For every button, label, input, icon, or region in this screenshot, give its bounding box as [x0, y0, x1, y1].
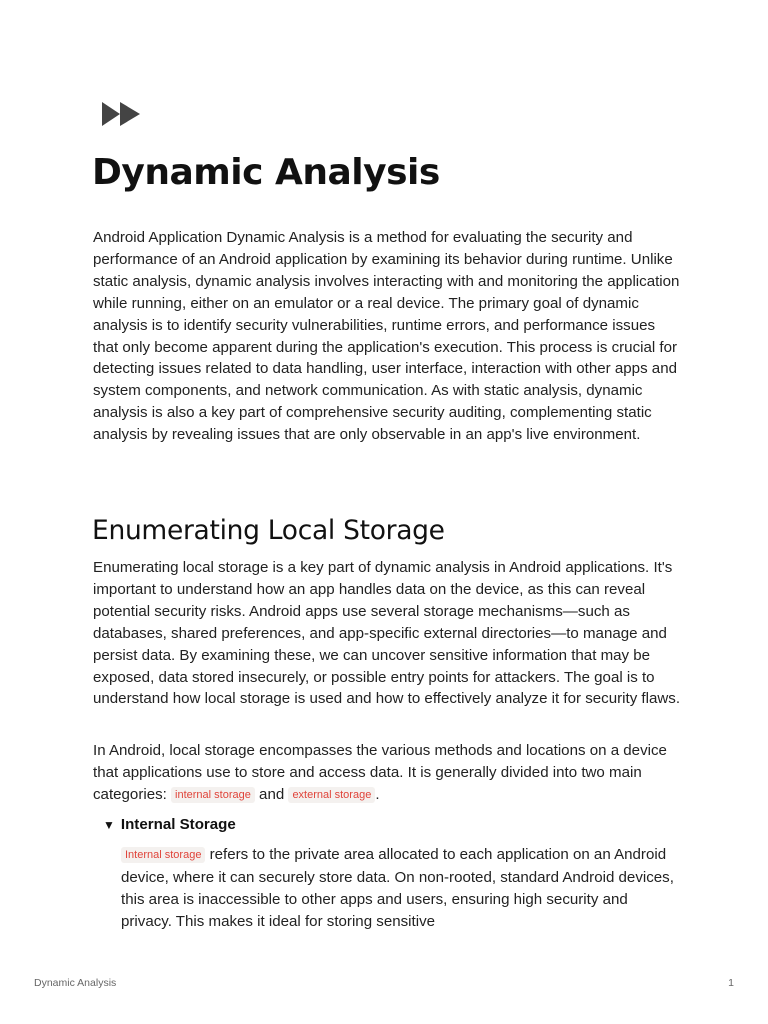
internal-storage-paragraph — [121, 844, 681, 933]
toggle-content — [121, 844, 681, 933]
enum-paragraph-1-container — [93, 557, 683, 710]
para2-text: In Android, local storage encompasses the various methods and locations on a device that applications use to store and access data. It is generally divided into two main categories: — [93, 742, 667, 803]
intro-section — [93, 227, 683, 446]
page-title: Dynamic Analysis — [92, 152, 440, 193]
footer-page-number: 1 — [728, 977, 734, 989]
section-heading: Enumerating Local Storage — [92, 515, 445, 546]
intro-paragraph: Android Application Dynamic Analysis is a method for evaluating the security and performance of an Android application by examining its behavior during runtime. Unlike static analysis, dynamic analysis involves interacting with and monitoring the application while running, either on an emulator or a real device. The primary goal of dynamic analysis is to identify security vulnerabilities, runtime errors, and performance issues that only become apparent during the application's execution. This process is crucial for detecting issues related to data handling, user interface, interaction with other apps and system components, and network communication. As with static analysis, dynamic analysis is also a key part of comprehensive security auditing, complementing static analysis by revealing issues that are only observable in an app's live environment. — [93, 229, 680, 444]
inline-code-external-storage: external storage — [288, 787, 375, 803]
para2-and: and — [254, 785, 289, 803]
footer-title: Dynamic Analysis — [34, 977, 117, 989]
internal-storage-text: refers to the private area allocated to each application on an Android device, where it can securely store data. On non-rooted, standard Android devices, this area is inaccessible to other apps and users, ensuring high security and privacy. This makes it ideal for storing sensitive — [121, 846, 674, 930]
enum-paragraph-1: Enumerating local storage is a key part of dynamic analysis in Android applications. It's important to understand how an app handles data on the device, as this can reveal potential security risks. Android apps use several storage mechanisms—such as databases, shared preferences, and app-specific external directories—to manage and persist data. By examining these, we can uncover sensitive information that may be exposed, data stored insecurely, or possible entry points for attackers. The goal is to understand how local storage is used and how to effectively analyze it for security flaws. — [93, 559, 681, 708]
enum-paragraph-2 — [93, 740, 683, 807]
inline-code-internal-storage: internal storage — [171, 787, 255, 803]
para2-end: . — [375, 785, 380, 803]
fast-forward-icon — [100, 100, 142, 128]
internal-storage-toggle[interactable] — [103, 816, 236, 833]
toggle-label[interactable]: Internal Storage — [120, 816, 236, 833]
inline-code-internal-storage-2: Internal storage — [121, 847, 205, 863]
triangle-down-icon[interactable]: ▼ — [103, 817, 115, 832]
enum-paragraph-2-container — [93, 740, 683, 807]
